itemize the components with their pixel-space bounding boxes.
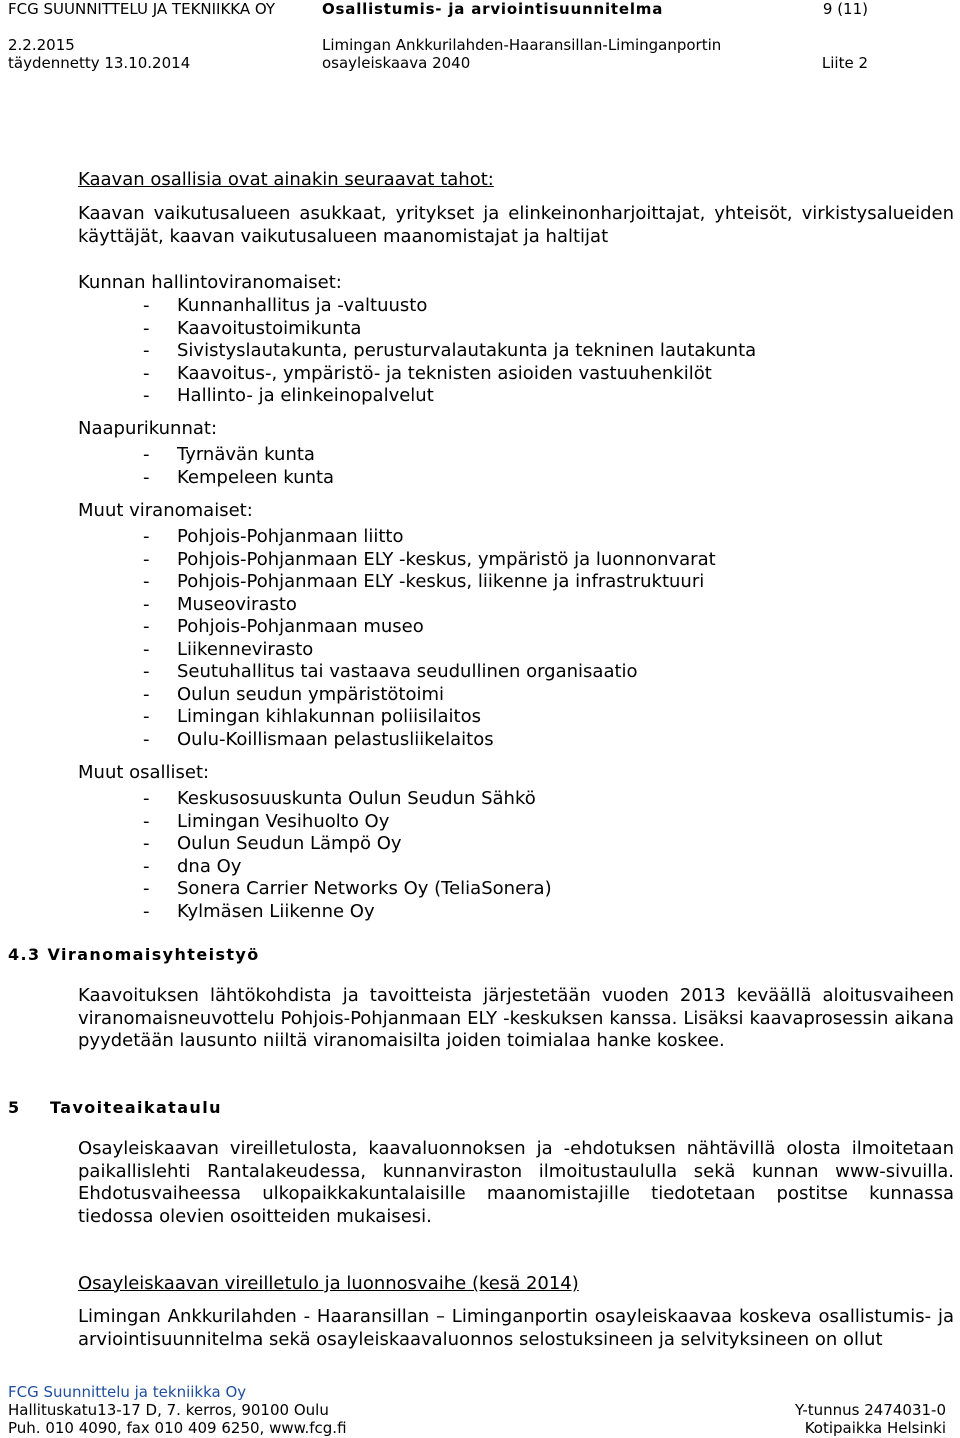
list-item: - Oulun Seudun Lämpö Oy xyxy=(143,833,552,856)
list-item: - Kempeleen kunta xyxy=(143,467,334,490)
list-item: - Pohjois-Pohjanmaan museo xyxy=(143,616,716,639)
list-item: - Museovirasto xyxy=(143,594,716,617)
list-item: - Hallinto- ja elinkeinopalvelut xyxy=(143,385,756,408)
osalliset-title: Kaavan osallisia ovat ainakin seuraavat tahot: xyxy=(78,169,494,190)
section-5-body: Osayleiskaavan vireilletulosta, kaavaluonnoksen ja -ehdotuksen nähtävillä olosta ilmoitetaan paikallislehti Rantalakeudessa, kunnanviraston ilmoitustaululla sekä kunnan www-sivuilla. Ehdotusvaiheessa ulkopaikkakuntalaisille maanomistajille tiedotetaan postitse kunnassa tiedossa olevien osoitteiden mukaisesi. xyxy=(78,1138,954,1227)
list-muut-viranomaiset xyxy=(143,526,716,751)
footer-address: Hallituskatu13-17 D, 7. kerros, 90100 Oulu xyxy=(8,1401,329,1419)
list-item: - Kaavoitustoimikunta xyxy=(143,318,756,341)
list-item: - Sonera Carrier Networks Oy (TeliaSonera) xyxy=(143,878,552,901)
section-5-subheading: Osayleiskaavan vireilletulo ja luonnosvaihe (kesä 2014) xyxy=(78,1273,579,1294)
header-plan-name-line2: osayleiskaava 2040 xyxy=(322,54,471,72)
list-item: - Kaavoitus-, ympäristö- ja teknisten asioiden vastuuhenkilöt xyxy=(143,363,756,386)
list-item: - Sivistyslautakunta, perusturvalautakunta ja tekninen lautakunta xyxy=(143,340,756,363)
header-company: FCG SUUNNITTELU JA TEKNIIKKA OY xyxy=(8,0,276,18)
section-5-heading: Tavoiteaikataulu xyxy=(50,1098,222,1117)
section-5-sub-body: Limingan Ankkurilahden - Haaransillan – Liminganportin osayleiskaavaa koskeva osallistumis- ja arviointisuunnitelma sekä osayleiskaavaluonnos selostuksineen ja selvityksineen on ollut xyxy=(78,1306,954,1350)
header-doc-type: Osallistumis- ja arviointisuunnitelma xyxy=(322,0,664,18)
group-label-muut-viranomaiset: Muut viranomaiset: xyxy=(78,500,253,521)
footer-company: FCG Suunnittelu ja tekniikka Oy xyxy=(8,1383,247,1401)
list-item: - Pohjois-Pohjanmaan liitto xyxy=(143,526,716,549)
header-plan-name-line1: Limingan Ankkurilahden-Haaransillan-Liminganportin xyxy=(322,36,722,54)
header-date: 2.2.2015 xyxy=(8,36,75,54)
list-item: - Tyrnävän kunta xyxy=(143,444,334,467)
section-4-3-heading: 4.3 Viranomaisyhteistyö xyxy=(8,945,260,964)
section-5-number: 5 xyxy=(8,1098,21,1117)
group-label-kunnan: Kunnan hallintoviranomaiset: xyxy=(78,272,342,293)
list-kunnan-hallinto xyxy=(143,295,756,408)
header-page-number: 9 (11) xyxy=(822,0,868,18)
list-item: - Pohjois-Pohjanmaan ELY -keskus, liikenne ja infrastruktuuri xyxy=(143,571,716,594)
header-attachment: Liite 2 xyxy=(821,54,868,72)
list-item: - Kylmäsen Liikenne Oy xyxy=(143,901,552,924)
list-naapurikunnat xyxy=(143,444,334,489)
list-muut-osalliset xyxy=(143,788,552,923)
list-item: - Keskusosuuskunta Oulun Seudun Sähkö xyxy=(143,788,552,811)
group-label-muut-osalliset: Muut osalliset: xyxy=(78,762,210,783)
list-item: - Seutuhallitus tai vastaava seudullinen organisaatio xyxy=(143,661,716,684)
footer-contact: Puh. 010 4090, fax 010 409 6250, www.fcg.fi xyxy=(8,1419,347,1437)
footer-business-id: Y-tunnus 2474031-0 xyxy=(794,1401,946,1419)
header-updated: täydennetty 13.10.2014 xyxy=(8,54,191,72)
list-item: - Pohjois-Pohjanmaan ELY -keskus, ympäristö ja luonnonvarat xyxy=(143,549,716,572)
list-item: - Oulu-Koillismaan pelastusliikelaitos xyxy=(143,729,716,752)
group-label-naapurikunnat: Naapurikunnat: xyxy=(78,418,218,439)
list-item: - Limingan kihlakunnan poliisilaitos xyxy=(143,706,716,729)
osalliset-intro: Kaavan vaikutusalueen asukkaat, yritykset ja elinkeinonharjoittajat, yhteisöt, virkistysalueiden käyttäjät, kaavan vaikutusalueen maanomistajat ja haltijat xyxy=(78,203,954,247)
section-4-3-body: Kaavoituksen lähtökohdista ja tavoitteista järjestetään vuoden 2013 keväällä aloitusvaiheen viranomaisneuvottelu Pohjois-Pohjanmaan ELY -keskuksen kanssa. Lisäksi kaavaprosessin aikana pyydetään lausunto niiltä viranomaisilta joiden toimialaa hanke koskee. xyxy=(78,985,954,1051)
list-item: - Limingan Vesihuolto Oy xyxy=(143,811,552,834)
list-item: - dna Oy xyxy=(143,856,552,879)
list-item: - Liikennevirasto xyxy=(143,639,716,662)
list-item: - Oulun seudun ympäristötoimi xyxy=(143,684,716,707)
list-item: - Kunnanhallitus ja -valtuusto xyxy=(143,295,756,318)
footer-domicile: Kotipaikka Helsinki xyxy=(804,1419,946,1437)
